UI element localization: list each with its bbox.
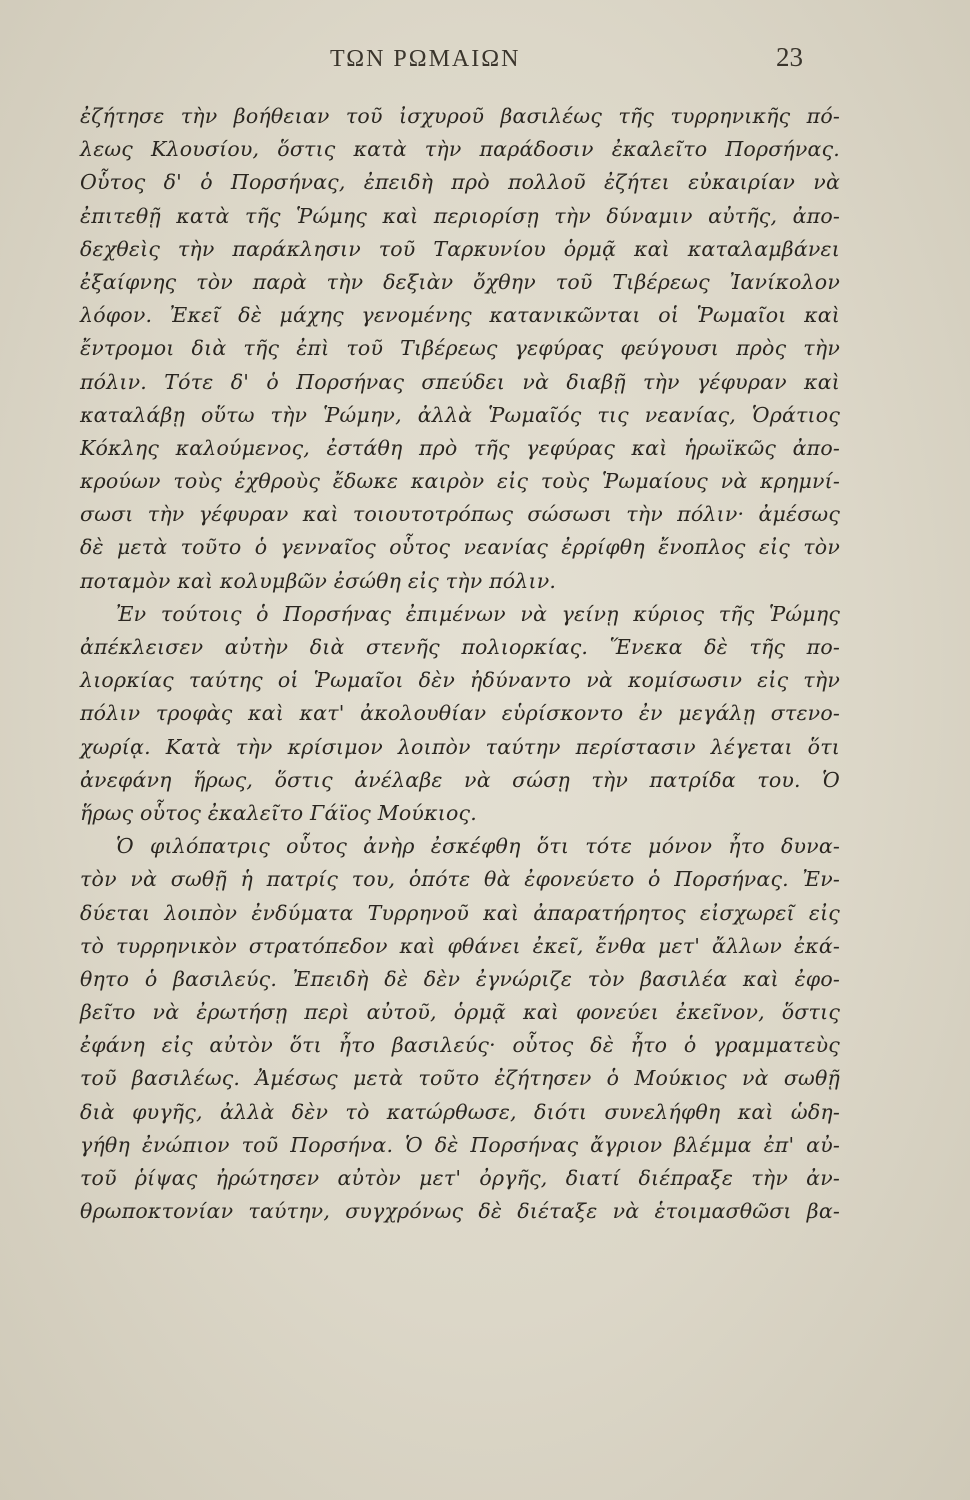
text-line: πόλιν. Τότε δ' ὁ Πορσήνας σπεύδει νὰ διαβῇ τὴν γέφυραν καὶ: [80, 369, 840, 394]
text-line: λιορκίας ταύτης οἱ Ῥωμαῖοι δὲν ἠδύναντο νὰ κομίσωσιν εἰς τὴν: [80, 668, 840, 693]
text-line: ἀνεφάνη ἥρως, ὅστις ἀνέλαβε νὰ σώσῃ τὴν πατρίδα του. Ὁ: [80, 767, 840, 792]
text-line: καταλάβῃ οὕτω τὴν Ῥώμην, ἀλλὰ Ῥωμαῖός τις νεανίας, Ὁράτιος: [80, 402, 840, 427]
text-line: τοῦ ῥίψας ἠρώτησεν αὐτὸν μετ' ὀργῆς, διατί διέπραξε τὴν ἀν-: [80, 1166, 840, 1190]
text-line: Οὗτος δ' ὁ Πορσήνας, ἐπειδὴ πρὸ πολλοῦ ἐζήτει εὐκαιρίαν νὰ: [80, 170, 840, 195]
text-line: τοῦ βασιλέως. Ἀμέσως μετὰ τοῦτο ἐζήτησεν ὁ Μούκιος νὰ σωθῇ: [80, 1066, 840, 1091]
text-line: θητο ὁ βασιλεύς. Ἐπειδὴ δὲ δὲν ἐγνώριζε τὸν βασιλέα καὶ ἐφο-: [80, 966, 840, 991]
text-line: ἥρως οὗτος ἐκαλεῖτο Γάϊος Μούκιος.: [80, 800, 477, 825]
text-line: ἐπιτεθῇ κατὰ τῆς Ῥώμης καὶ περιορίσῃ τὴν δύναμιν αὐτῆς, ἀπο-: [80, 203, 840, 228]
body-text: [80, 100, 840, 1228]
text-line: χωρίᾳ. Κατὰ τὴν κρίσιμον λοιπὸν ταύτην περίστασιν λέγεται ὅτι: [80, 734, 840, 759]
text-line: βεῖτο νὰ ἐρωτήσῃ περὶ αὐτοῦ, ὁρμᾷ καὶ φονεύει ἐκεῖνον, ὅστις: [80, 1000, 840, 1025]
text-line: ἐξαίφνης τὸν παρὰ τὴν δεξιὰν ὄχθην τοῦ Τιβέρεως Ἰανίκολον: [80, 269, 840, 294]
text-line: σωσι τὴν γέφυραν καὶ τοιουτοτρόπως σώσωσι τὴν πόλιν· ἀμέσως: [80, 502, 840, 527]
text-line: δεχθεὶς τὴν παράκλησιν τοῦ Ταρκυνίου ὁρμᾷ καὶ καταλαμβάνει: [80, 236, 840, 261]
page-number: 23: [776, 42, 803, 72]
running-head: [0, 42, 970, 82]
text-line: πόλιν τροφὰς καὶ κατ' ἀκολουθίαν εὑρίσκοντο ἐν μεγάλῃ στενο-: [80, 701, 840, 726]
text-line: θρωποκτονίαν ταύτην, συγχρόνως δὲ διέταξε νὰ ἑτοιμασθῶσι βα-: [80, 1199, 840, 1224]
text-line: ἀπέκλεισεν αὐτὴν διὰ στενῆς πολιορκίας. Ἕνεκα δὲ τῆς πο-: [80, 635, 840, 659]
text-line: ἐζήτησε τὴν βοήθειαν τοῦ ἰσχυροῦ βασιλέως τῆς τυρρηνικῆς πό-: [80, 104, 840, 128]
text-line: Κόκλης καλούμενος, ἐστάθη πρὸ τῆς γεφύρας καὶ ἡρωϊκῶς ἀπο-: [80, 435, 840, 460]
text-line: λόφον. Ἐκεῖ δὲ μάχης γενομένης κατανικῶνται οἱ Ῥωμαῖοι καὶ: [80, 303, 840, 328]
text-line: διὰ φυγῆς, ἀλλὰ δὲν τὸ κατώρθωσε, διότι συνελήφθη καὶ ὡδη-: [80, 1099, 840, 1124]
text-line: κρούων τοὺς ἐχθροὺς ἔδωκε καιρὸν εἰς τοὺς Ῥωμαίους νὰ κρημνί-: [80, 469, 840, 494]
text-line: τὸ τυρρηνικὸν στρατόπεδον καὶ φθάνει ἐκεῖ, ἔνθα μετ' ἄλλων ἐκά-: [80, 933, 840, 958]
text-line: Ὁ φιλόπατρις οὗτος ἀνὴρ ἐσκέφθη ὅτι τότε μόνον ἦτο δυνα-: [116, 834, 840, 859]
text-line: λεως Κλουσίου, ὅστις κατὰ τὴν παράδοσιν ἐκαλεῖτο Πορσήνας.: [80, 137, 840, 162]
text-line: ποταμὸν καὶ κολυμβῶν ἐσώθη εἰς τὴν πόλιν.: [80, 568, 557, 593]
text-line: ἐφάνη εἰς αὐτὸν ὅτι ἦτο βασιλεύς· οὗτος δὲ ἦτο ὁ γραμματεὺς: [80, 1033, 840, 1058]
text-line: τὸν νὰ σωθῇ ἡ πατρίς του, ὁπότε θὰ ἐφονεύετο ὁ Πορσήνας. Ἐν-: [80, 867, 840, 892]
text-line: δύεται λοιπὸν ἐνδύματα Τυρρηνοῦ καὶ ἀπαρατήρητος εἰσχωρεῖ εἰς: [80, 900, 840, 925]
running-title: ΤΩΝ ΡΩΜΑΙΩΝ: [330, 46, 521, 72]
text-line: Ἐν τούτοις ὁ Πορσήνας ἐπιμένων νὰ γείνῃ κύριος τῆς Ῥώμης: [116, 601, 840, 626]
text-line: ἔντρομοι διὰ τῆς ἐπὶ τοῦ Τιβέρεως γεφύρας φεύγουσι πρὸς τὴν: [80, 336, 840, 361]
text-line: γήθη ἐνώπιον τοῦ Πορσήνα. Ὁ δὲ Πορσήνας ἄγριον βλέμμα ἐπ' αὐ-: [80, 1132, 840, 1157]
text-line: δὲ μετὰ τοῦτο ὁ γενναῖος οὗτος νεανίας ἐρρίφθη ἔνοπλος εἰς τὸν: [80, 535, 840, 560]
